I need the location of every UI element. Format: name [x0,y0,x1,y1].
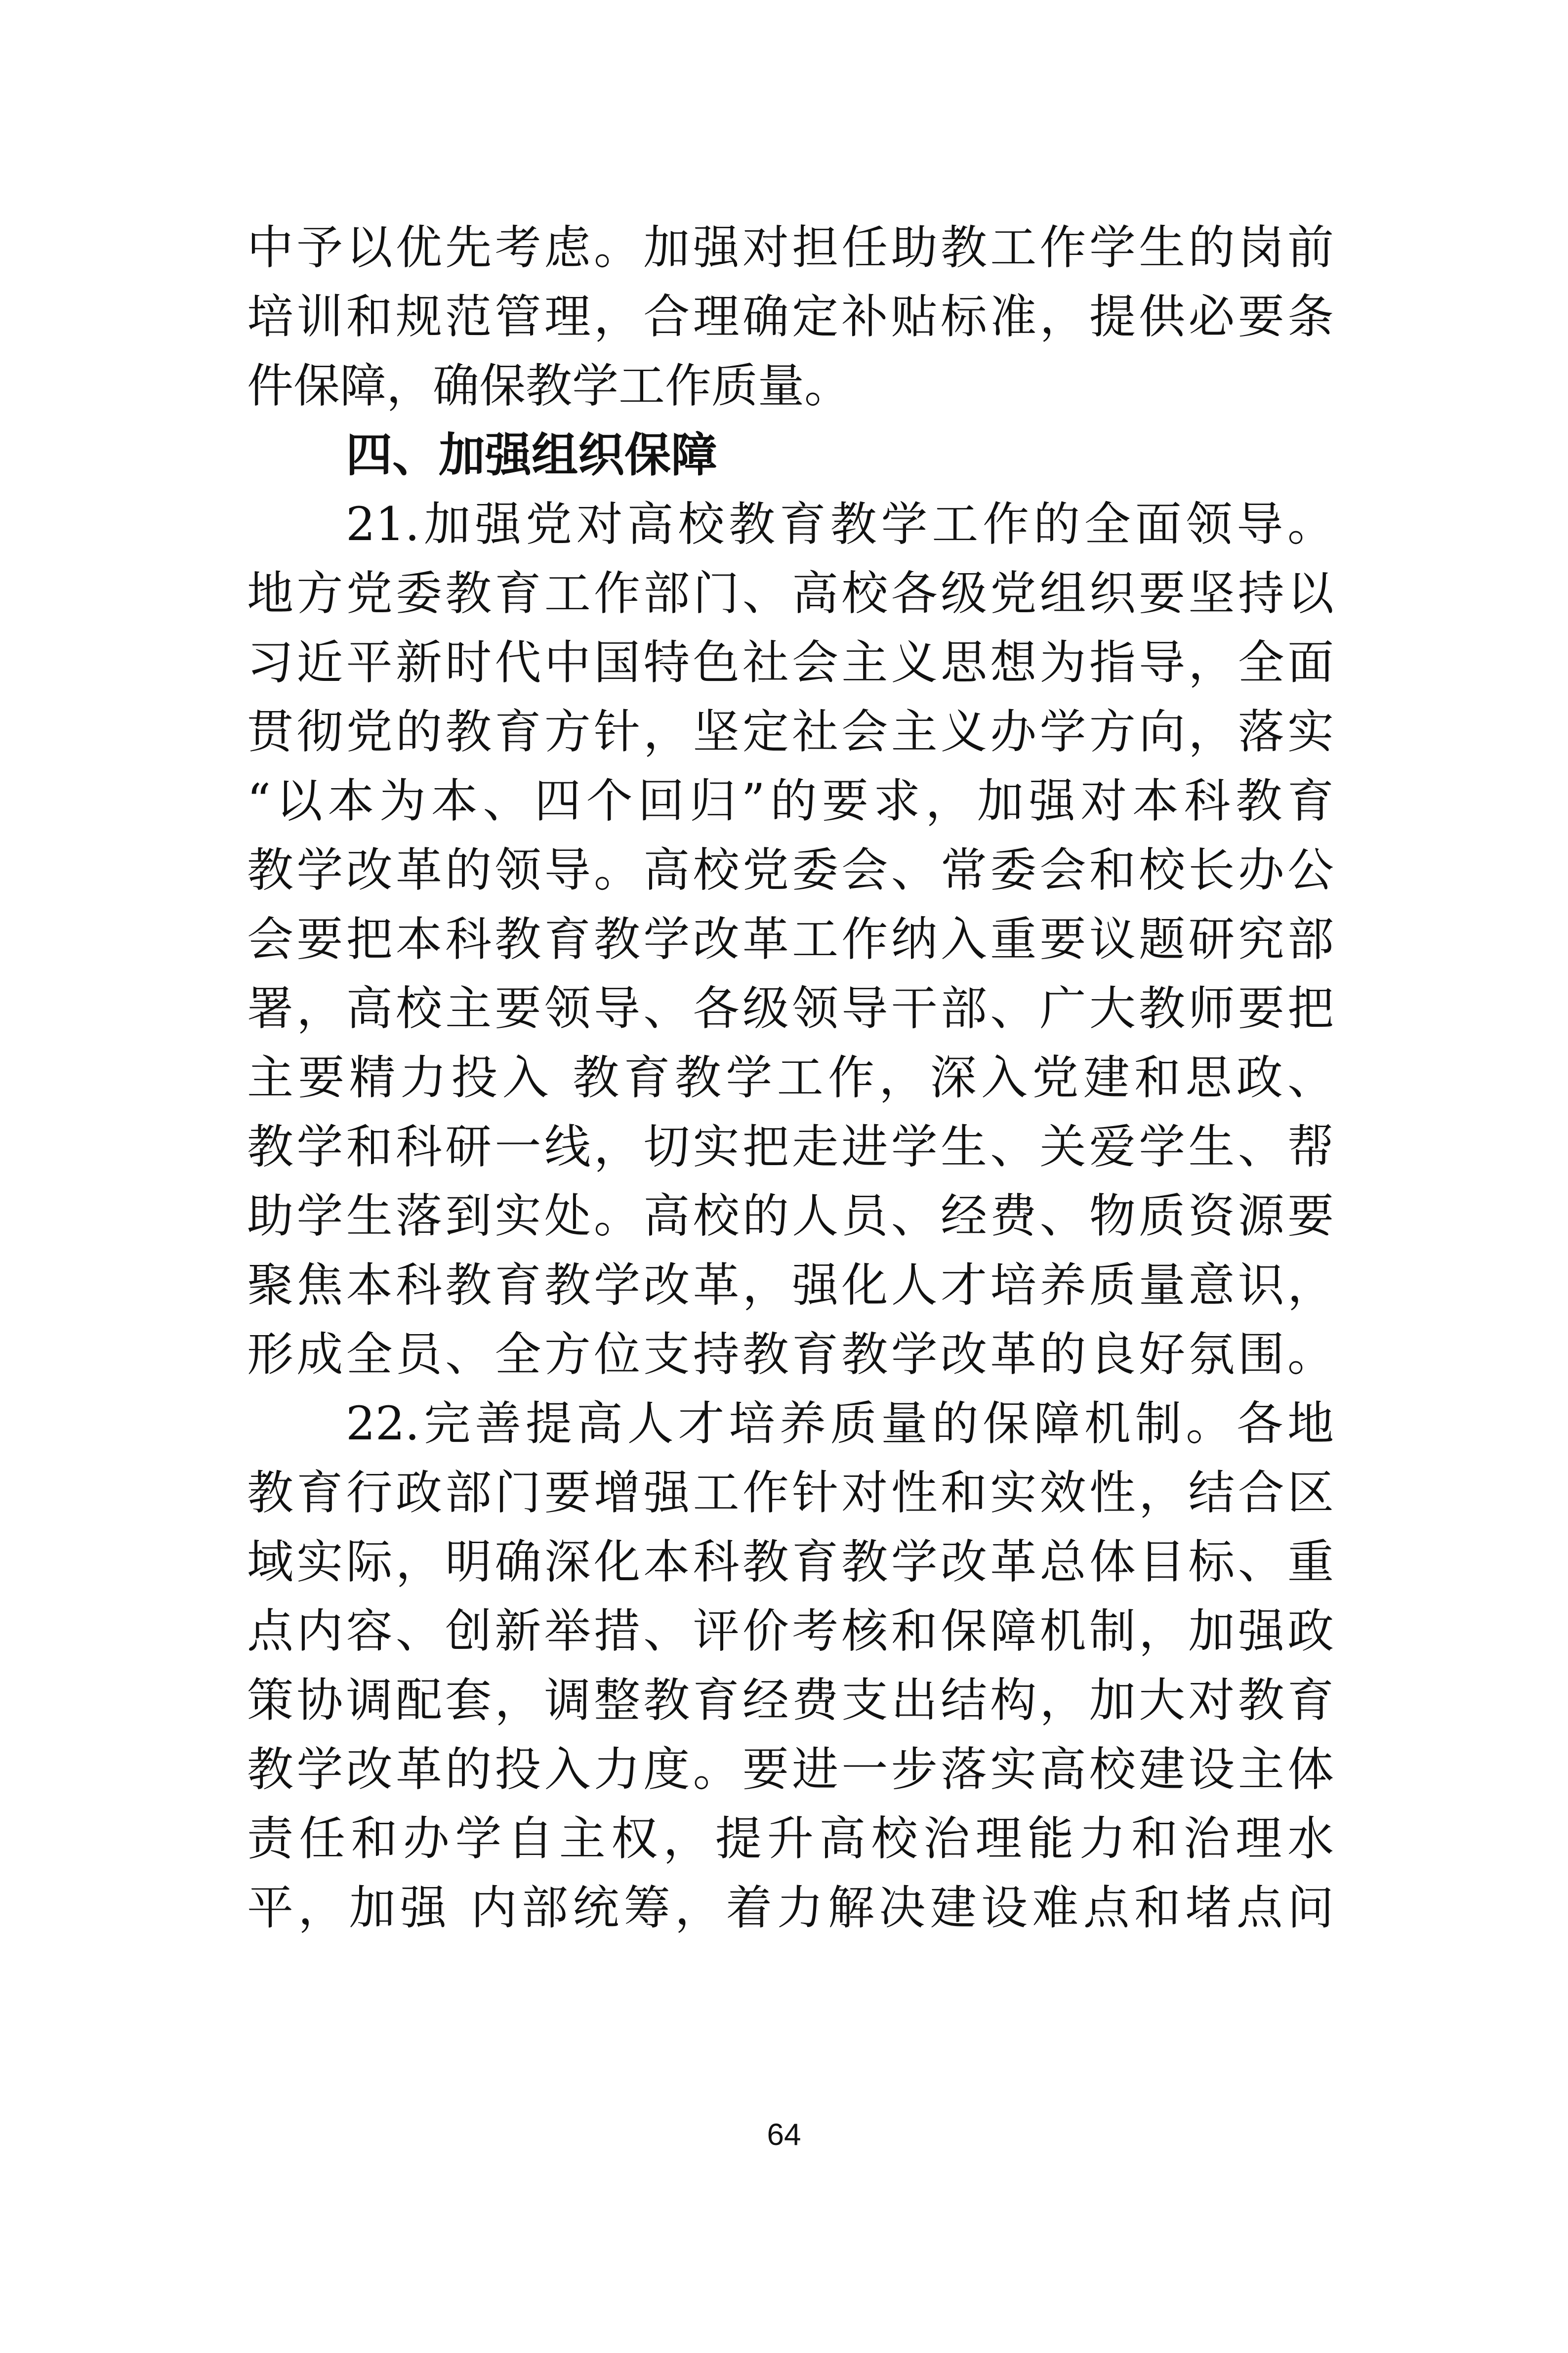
text-line: 平，加强 内部统筹，着力解决建设难点和堵点问 [247,1881,1334,1935]
text-line: 教学改革的投入力度。要进一步落实高校建设主体 [247,1743,1334,1797]
paragraph-21-title: 21.加强党对高校教育教学工作的全面领导。 [346,498,1334,551]
text-line: 责任和办学自主权，提升高校治理能力和治理水 [247,1812,1334,1866]
text-line: 贯彻党的教育方针，坚定社会主义办学方向，落实 [247,705,1334,759]
text-line: 形成全员、全方位支持教育教学改革的良好氛围。 [247,1328,1334,1382]
page-number: 64 [767,2118,801,2152]
text-line: “以本为本、四个回归”的要求，加强对本科教育 [247,774,1334,828]
text-line: 教学改革的领导。高校党委会、常委会和校长办公 [247,843,1334,897]
text-line: 中予以优先考虑。加强对担任助教工作学生的岗前 [247,221,1334,275]
text-line: 聚焦本科教育教学改革，强化人才培养质量意识， [247,1259,1334,1312]
paragraph-22-title: 22.完善提高人才培养质量的保障机制。各地 [346,1397,1334,1451]
body-text [247,213,1334,1943]
section-heading: 四、加强组织保障 [346,428,718,482]
text-line: 地方党委教育工作部门、高校各级党组织要坚持以 [247,567,1334,621]
text-line: 域实际，明确深化本科教育教学改革总体目标、重 [247,1535,1334,1589]
text-line: 教育行政部门要增强工作针对性和实效性，结合区 [247,1466,1334,1520]
text-line: 主要精力投入 教育教学工作，深入党建和思政、 [247,1051,1334,1105]
text-line: 件保障，确保教学工作质量。 [247,359,851,413]
text-line: 会要把本科教育教学改革工作纳入重要议题研究部 [247,913,1334,966]
text-line: 署，高校主要领导、各级领导干部、广大教师要把 [247,982,1334,1036]
text-line: 助学生落到实处。高校的人员、经费、物质资源要 [247,1189,1334,1243]
text-line: 策协调配套，调整教育经费支出结构，加大对教育 [247,1674,1334,1727]
text-line: 点内容、创新举措、评价考核和保障机制，加强政 [247,1604,1334,1658]
text-line: 习近平新时代中国特色社会主义思想为指导，全面 [247,636,1334,690]
text-line: 培训和规范管理，合理确定补贴标准，提供必要条 [247,290,1334,344]
text-line: 教学和科研一线，切实把走进学生、关爱学生、帮 [247,1120,1334,1174]
